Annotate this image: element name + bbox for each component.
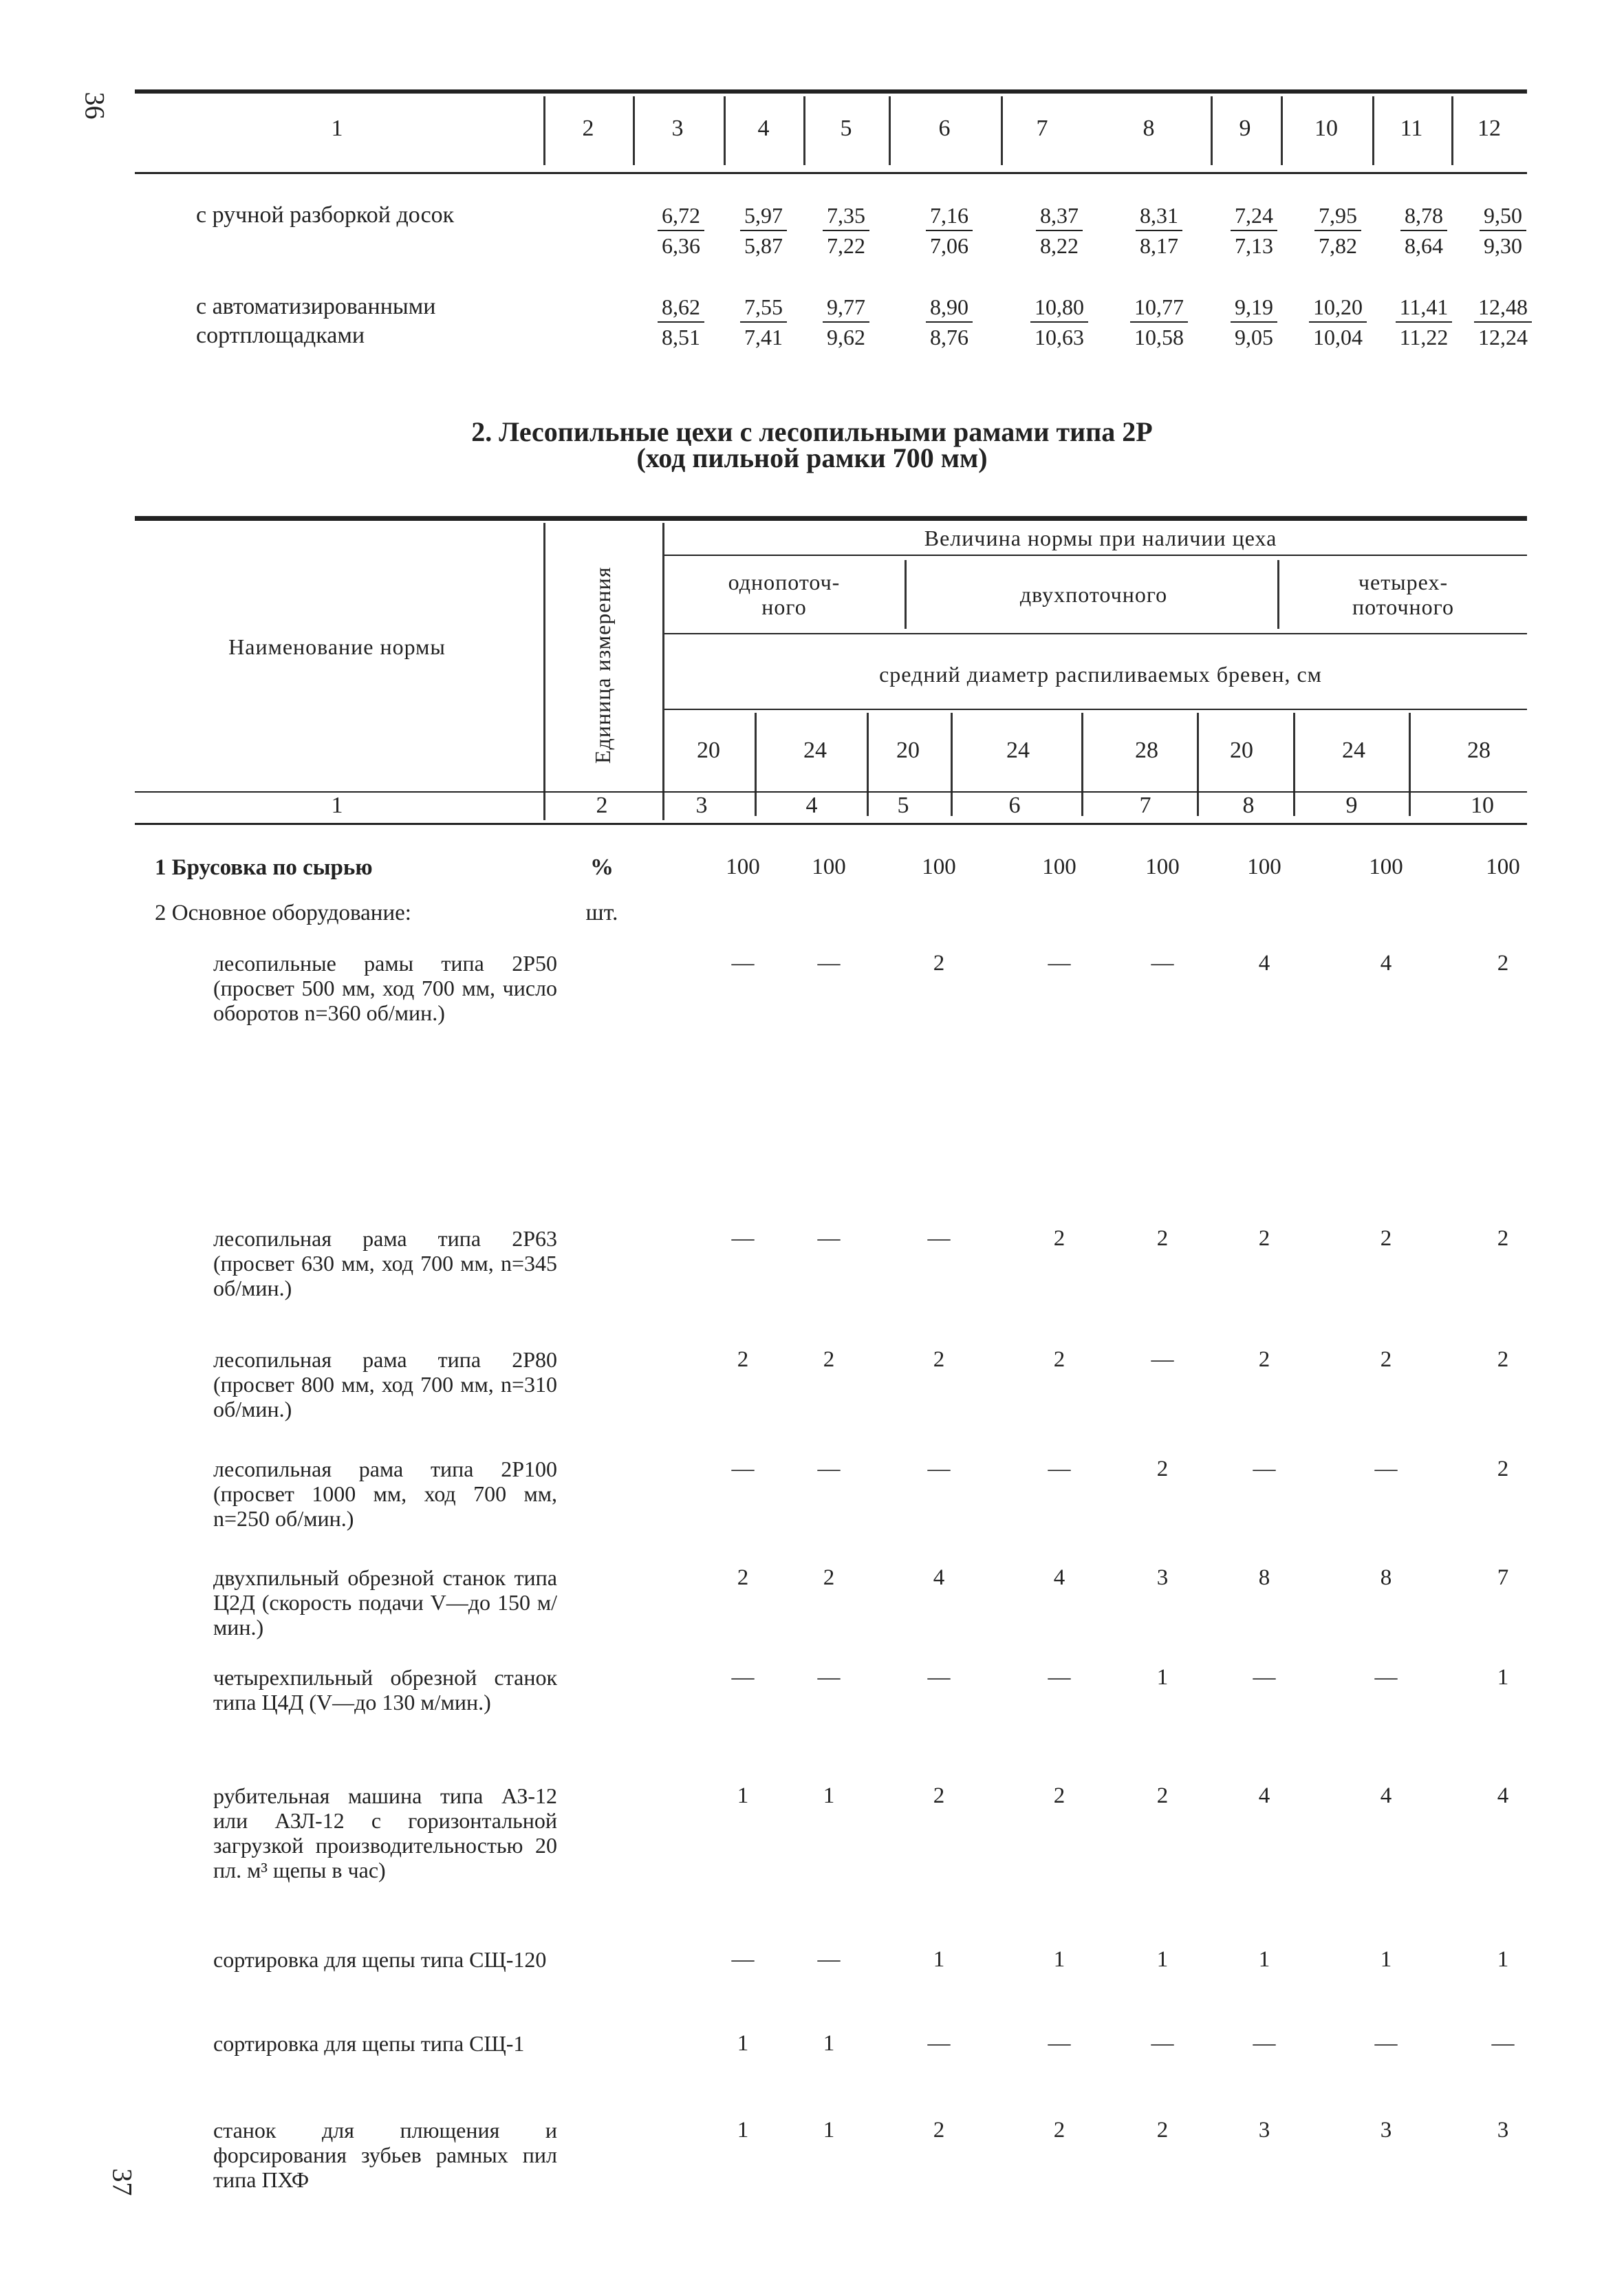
top-value-fraction: $\frac{10,80}{10,63}$ <box>1018 292 1101 352</box>
row-value: 1 <box>737 2031 749 2056</box>
top-value-fraction: $\frac{7,95}{7,82}$ <box>1297 201 1379 260</box>
column-number-cell: 4 <box>805 793 818 818</box>
row-value: — <box>1253 1457 1276 1481</box>
row-value: 2 <box>1380 1226 1392 1251</box>
top-value-fraction: $\frac{8,31}{8,17}$ <box>1118 201 1200 260</box>
diameter-cell: 20 <box>1230 738 1253 763</box>
top-table-rule-bottom <box>135 172 1527 174</box>
top-header-cell: 9 <box>1239 116 1251 141</box>
column-number-cell: 2 <box>596 793 608 818</box>
top-value-fraction: $\frac{7,16}{7,06}$ <box>908 201 990 260</box>
row-value: — <box>817 1947 841 1972</box>
row-value: 100 <box>922 855 956 879</box>
row-value: 100 <box>726 855 760 879</box>
top-value-fraction: $\frac{8,62}{8,51}$ <box>640 292 722 352</box>
row-value: 2 <box>1497 1457 1509 1481</box>
row-value: 2 <box>737 1565 749 1590</box>
column-number-cell: 1 <box>331 793 343 818</box>
top-value-fraction: $\frac{6,72}{6,36}$ <box>640 201 722 260</box>
row-value: — <box>731 951 755 976</box>
diameter-cell: 24 <box>1006 738 1030 763</box>
row-value: — <box>731 1457 755 1481</box>
row-value: 1 <box>737 1783 749 1808</box>
top-header-cell: 12 <box>1477 116 1501 141</box>
row-value: 2 <box>823 1347 835 1372</box>
column-number-cell: 5 <box>897 793 909 818</box>
row-value: 4 <box>1380 1783 1392 1808</box>
row-name: лесопильная рама типа 2Р63 (просвет 630 мм, ход 700 мм, n=345 об/мин.) <box>213 1226 557 1300</box>
top-header-cell: 5 <box>840 116 852 141</box>
column-number-cell: 3 <box>695 793 708 818</box>
row-value: 4 <box>1053 1565 1065 1590</box>
column-header-unit: Единица измерения <box>590 566 615 764</box>
column-number-cell: 7 <box>1139 793 1151 818</box>
top-value-fraction: $\frac{7,24}{7,13}$ <box>1213 201 1295 260</box>
row-value: 2 <box>823 1565 835 1590</box>
top-value-fraction: $\frac{9,50}{9,30}$ <box>1462 201 1544 260</box>
column-number-cell: 8 <box>1242 793 1255 818</box>
row-value: 1 <box>1156 1665 1169 1690</box>
row-value: — <box>1253 1665 1276 1690</box>
column-number-cell: 6 <box>1008 793 1021 818</box>
diameter-cell: 24 <box>1342 738 1365 763</box>
top-header-cell: 1 <box>331 116 343 141</box>
row-value: — <box>817 1226 841 1251</box>
row-name: 2 Основное оборудование: <box>155 901 411 925</box>
section-title: 2. Лесопильные цехи с лесопильными рамами типа 2Р <box>471 416 1153 447</box>
row-value: 7 <box>1497 1565 1509 1590</box>
row-value: 8 <box>1258 1565 1270 1590</box>
row-value: — <box>1151 2031 1174 2056</box>
header-four-flow-2: поточного <box>1352 594 1454 619</box>
main-table-rule-top <box>135 516 1527 521</box>
row-value: 2 <box>933 1347 945 1372</box>
header-two-flow: двухпоточного <box>1019 582 1168 607</box>
top-table-rule-top <box>135 89 1527 94</box>
row-value: 1 <box>823 2118 835 2143</box>
row-value: — <box>817 1457 841 1481</box>
top-header-cell: 4 <box>757 116 770 141</box>
row-value: — <box>1048 1665 1071 1690</box>
top-row-label: с автоматизированными <box>196 294 436 319</box>
top-value-fraction: $\frac{7,55}{7,41}$ <box>722 292 805 352</box>
top-header-cell: 8 <box>1143 116 1155 141</box>
row-value: 1 <box>1156 1947 1169 1972</box>
row-value: 1 <box>823 2031 835 2056</box>
row-name: сортировка для щепы типа СЩ-120 <box>213 1947 547 1972</box>
top-value-fraction: $\frac{9,19}{9,05}$ <box>1213 292 1295 352</box>
row-value: 100 <box>1145 855 1180 879</box>
column-number-cell: 10 <box>1471 793 1494 818</box>
row-value: 3 <box>1258 2118 1270 2143</box>
row-value: 1 <box>933 1947 945 1972</box>
header-four-flow-1: четырех- <box>1358 570 1449 594</box>
row-value: 2 <box>1053 1347 1065 1372</box>
row-value: 2 <box>1258 1226 1270 1251</box>
row-value: 2 <box>1156 2118 1169 2143</box>
top-header-cell: 7 <box>1036 116 1048 141</box>
row-value: 100 <box>812 855 846 879</box>
row-value: — <box>927 1457 951 1481</box>
row-value: 4 <box>1497 1783 1509 1808</box>
row-unit: шт. <box>585 900 618 925</box>
row-value: — <box>731 1665 755 1690</box>
row-value: 1 <box>823 1783 835 1808</box>
row-value: 2 <box>933 1783 945 1808</box>
row-value: 1 <box>1380 1947 1392 1972</box>
top-header-cell: 6 <box>938 116 951 141</box>
row-value: 2 <box>1258 1347 1270 1372</box>
row-unit: % <box>590 855 614 880</box>
header-one-flow-1: однопоточ- <box>728 570 841 594</box>
row-value: — <box>731 1947 755 1972</box>
row-value: — <box>1491 2031 1515 2056</box>
row-value: — <box>1048 2031 1071 2056</box>
row-value: 4 <box>1380 951 1392 976</box>
row-value: — <box>1374 1665 1398 1690</box>
row-value: 2 <box>1156 1226 1169 1251</box>
row-value: 2 <box>1053 2118 1065 2143</box>
row-value: 2 <box>1497 1226 1509 1251</box>
row-value: — <box>1048 951 1071 976</box>
page-number-bottom: 37 <box>107 2168 138 2196</box>
row-value: — <box>1253 2031 1276 2056</box>
row-name: рубительная машина типа АЗ-12 или АЗЛ-12 с горизонтальной загрузкой производительностью 20 пл. м³ щепы в час) <box>213 1783 557 1882</box>
row-value: — <box>817 1665 841 1690</box>
row-value: 2 <box>1053 1783 1065 1808</box>
row-value: — <box>1048 1457 1071 1481</box>
diameter-cell: 28 <box>1467 738 1491 763</box>
row-value: 100 <box>1042 855 1076 879</box>
top-value-fraction: $\frac{10,20}{10,04}$ <box>1297 292 1379 352</box>
row-value: 3 <box>1156 1565 1169 1590</box>
top-header-cell: 3 <box>671 116 684 141</box>
row-value: — <box>1374 1457 1398 1481</box>
row-value: 8 <box>1380 1565 1392 1590</box>
top-value-fraction: $\frac{12,48}{12,24}$ <box>1462 292 1544 352</box>
top-value-fraction: $\frac{8,90}{8,76}$ <box>908 292 990 352</box>
column-number-cell: 9 <box>1345 793 1358 818</box>
diameter-cell: 20 <box>697 738 720 763</box>
top-row-label-cont: сортплощадками <box>196 323 365 348</box>
row-value: 2 <box>737 1347 749 1372</box>
row-name: станок для плющения и форсирования зубьев рамных пил типа ПХФ <box>213 2118 557 2192</box>
row-value: 1 <box>1497 1665 1509 1690</box>
row-value: 1 <box>1497 1947 1509 1972</box>
row-value: 4 <box>933 1565 945 1590</box>
row-value: 2 <box>1156 1457 1169 1481</box>
top-value-fraction: $\frac{10,77}{10,58}$ <box>1118 292 1200 352</box>
row-value: — <box>817 951 841 976</box>
row-value: 100 <box>1486 855 1520 879</box>
top-header-cell: 10 <box>1314 116 1338 141</box>
header-one-flow-2: ного <box>761 594 807 619</box>
top-value-fraction: $\frac{5,97}{5,87}$ <box>722 201 805 260</box>
row-value: 1 <box>737 2118 749 2143</box>
row-name: четырехпильный обрезной станок типа Ц4Д (V—до 130 м/мин.) <box>213 1665 557 1715</box>
row-value: 3 <box>1497 2118 1509 2143</box>
row-value: 1 <box>1053 1947 1065 1972</box>
page-number-top: 36 <box>79 92 111 120</box>
column-header-name: Наименование нормы <box>228 634 446 659</box>
row-value: — <box>1151 1347 1174 1372</box>
row-value: — <box>927 2031 951 2056</box>
row-value: 100 <box>1247 855 1281 879</box>
row-name: 1 Брусовка по сырью <box>155 855 373 880</box>
row-value: — <box>731 1226 755 1251</box>
row-value: 2 <box>1497 951 1509 976</box>
row-name: сортировка для щепы типа СЩ-1 <box>213 2031 525 2056</box>
top-value-fraction: $\frac{11,41}{11,22}$ <box>1383 292 1465 352</box>
section-subtitle: (ход пильной рамки 700 мм) <box>636 442 988 473</box>
diameter-cell: 28 <box>1135 738 1158 763</box>
row-value: 2 <box>1497 1347 1509 1372</box>
top-header-cell: 11 <box>1400 116 1423 141</box>
row-value: — <box>1374 2031 1398 2056</box>
row-name: лесопильная рама типа 2Р80 (просвет 800 мм, ход 700 мм, n=310 об/мин.) <box>213 1347 557 1421</box>
row-value: — <box>1151 951 1174 976</box>
top-value-fraction: $\frac{7,35}{7,22}$ <box>805 201 887 260</box>
row-value: 2 <box>1156 1783 1169 1808</box>
row-value: 100 <box>1369 855 1403 879</box>
row-value: 3 <box>1380 2118 1392 2143</box>
top-value-fraction: $\frac{9,77}{9,62}$ <box>805 292 887 352</box>
row-value: 2 <box>933 2118 945 2143</box>
row-value: 4 <box>1258 1783 1270 1808</box>
top-value-fraction: $\frac{8,37}{8,22}$ <box>1018 201 1101 260</box>
diameter-cell: 20 <box>896 738 920 763</box>
row-value: — <box>927 1665 951 1690</box>
diameter-cell: 24 <box>803 738 827 763</box>
row-value: 2 <box>933 951 945 976</box>
top-header-cell: 2 <box>582 116 594 141</box>
row-value: — <box>927 1226 951 1251</box>
top-row-label: с ручной разборкой досок <box>196 202 455 228</box>
value-caption: Величина нормы при наличии цеха <box>924 526 1277 550</box>
row-name: лесопильная рама типа 2Р100 (просвет 1000 мм, ход 700 мм, n=250 об/мин.) <box>213 1457 557 1531</box>
row-name: лесопильные рамы типа 2Р50 (просвет 500 мм, ход 700 мм, число оборотов n=360 об/мин.) <box>213 951 557 1025</box>
row-value: 2 <box>1053 1226 1065 1251</box>
row-value: 4 <box>1258 951 1270 976</box>
row-value: 1 <box>1258 1947 1270 1972</box>
row-value: 2 <box>1380 1347 1392 1372</box>
row-name: двухпильный обрезной станок типа Ц2Д (скорость подачи V—до 150 м/мин.) <box>213 1565 557 1640</box>
top-value-fraction: $\frac{8,78}{8,64}$ <box>1383 201 1465 260</box>
header-diameter: средний диаметр распиливаемых бревен, см <box>879 662 1322 687</box>
